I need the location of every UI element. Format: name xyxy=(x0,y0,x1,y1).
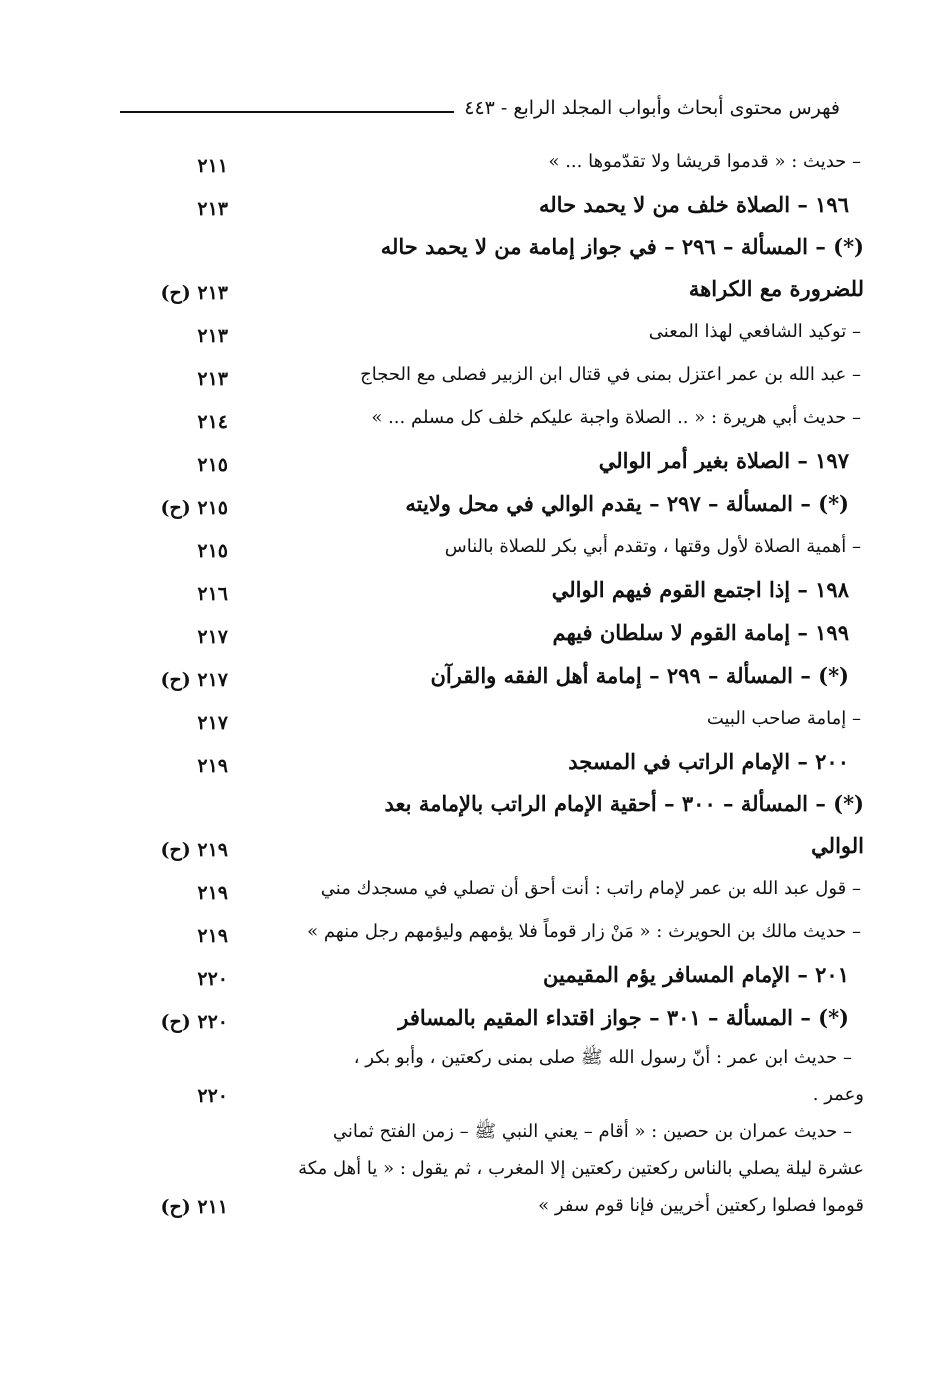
masala-entry xyxy=(0,654,949,697)
page-number: ٢١١ xyxy=(197,155,228,177)
page-number: ٢١٥ (ح) xyxy=(160,497,228,519)
masala-entry xyxy=(0,482,949,525)
entry-text: ١٩٨ – إذا اجتمع القوم فيهم الوالي xyxy=(551,577,849,602)
page-number: ٢١٧ xyxy=(197,626,228,648)
entry-text: – حديث : « قدموا قريشا ولا تقدّموها ... » xyxy=(548,151,861,172)
entry-line: (*) – المسألة – ٣٠٠ – أحقية الإمام الراتب بالإمامة بعد xyxy=(384,791,864,816)
entry-text: (*) – المسألة – ٢٩٩ – إمامة أهل الفقه والقرآن xyxy=(430,663,849,688)
entry-line: وعمر . xyxy=(812,1084,864,1105)
masala-entry xyxy=(0,226,949,310)
entry-text: ١٩٦ – الصلاة خلف من لا يحمد حاله xyxy=(539,192,849,217)
entry-line: قوموا فصلوا ركعتين أخريين فإنا قوم سفر » xyxy=(538,1195,864,1216)
page-number: ٢١٣ (ح) xyxy=(160,282,228,304)
header-title: فهرس محتوى أبحاث وأبواب المجلد الرابع - ٤٤٣ xyxy=(464,97,840,119)
page-number: ٢١٩ xyxy=(197,882,228,904)
index-entry xyxy=(0,867,949,910)
chapter-entry xyxy=(0,568,949,611)
entry-text: ٢٠٠ – الإمام الراتب في المسجد xyxy=(568,749,849,774)
page-number: ٢١٧ (ح) xyxy=(160,669,228,691)
index-entry xyxy=(0,1113,949,1224)
chapter-entry xyxy=(0,740,949,783)
entry-text xyxy=(236,1039,864,1113)
entry-text: (*) – المسألة – ٢٩٧ – يقدم الوالي في محل ولايته xyxy=(405,491,849,516)
entry-text: – حديث مالك بن الحويرث : « مَنْ زار قوماً فلا يؤمهم وليؤمهم رجل منهم » xyxy=(307,921,861,942)
page-number: ٢١٣ xyxy=(197,198,228,220)
entry-text: – أهمية الصلاة لأول وقتها ، وتقدم أبي بكر للصلاة بالناس xyxy=(444,536,861,557)
chapter-entry xyxy=(0,611,949,654)
entry-text: ٢٠١ – الإمام المسافر يؤم المقيمين xyxy=(543,962,849,987)
entry-text: – توكيد الشافعي لهذا المعنى xyxy=(648,321,861,342)
index-entry xyxy=(0,910,949,953)
page-number: ٢١٦ xyxy=(197,583,228,605)
index-entry xyxy=(0,310,949,353)
entry-line: للضرورة مع الكراهة xyxy=(688,276,864,301)
index-entry xyxy=(0,697,949,740)
entry-line: عشرة ليلة يصلي بالناس ركعتين ركعتين إلا المغرب ، ثم يقول : « يا أهل مكة xyxy=(298,1158,864,1179)
entry-text: – عبد الله بن عمر اعتزل بمنى في قتال ابن الزبير فصلى مع الحجاج xyxy=(360,364,861,385)
page-number: ٢١٩ xyxy=(197,755,228,777)
header-rule xyxy=(120,111,454,113)
page-number: ٢١٧ xyxy=(197,712,228,734)
page-number: ٢١٩ xyxy=(197,925,228,947)
entry-text xyxy=(236,1113,864,1224)
index-entry xyxy=(0,140,949,183)
masala-entry xyxy=(0,783,949,867)
entry-line: الوالي xyxy=(811,833,864,858)
chapter-entry xyxy=(0,183,949,226)
entry-text: – إمامة صاحب البيت xyxy=(706,708,861,729)
chapter-entry xyxy=(0,439,949,482)
page-number: ٢١٥ xyxy=(197,454,228,476)
entry-text: – حديث أبي هريرة : « .. الصلاة واجبة عليكم خلف كل مسلم ... » xyxy=(371,407,861,428)
page-number: ٢١١ (ح) xyxy=(160,1196,228,1218)
entry-text: – قول عبد الله بن عمر لإمام راتب : أنت أحق أن تصلي في مسجدك مني xyxy=(320,878,861,899)
index-entry xyxy=(0,353,949,396)
running-header xyxy=(120,88,840,118)
entry-line: – حديث عمران بن حصين : « أقام – يعني النبي ﷺ – زمن الفتح ثماني xyxy=(332,1121,852,1142)
entry-text xyxy=(236,783,864,867)
masala-entry xyxy=(0,996,949,1039)
page-number: ٢١٣ xyxy=(197,325,228,347)
entry-line: – حديث ابن عمر : أنّ رسول الله ﷺ صلى بمنى ركعتين ، وأبو بكر ، xyxy=(353,1047,852,1068)
page-number: ٢٢٠ xyxy=(197,968,228,990)
page-number: ٢١٥ xyxy=(197,540,228,562)
entry-text xyxy=(236,226,864,310)
page-number: ٢١٣ xyxy=(197,368,228,390)
index-entry xyxy=(0,525,949,568)
page-number: ٢٢٠ xyxy=(197,1085,228,1107)
chapter-entry xyxy=(0,953,949,996)
page-number: ٢١٩ (ح) xyxy=(160,839,228,861)
entry-line: (*) – المسألة – ٢٩٦ – في جواز إمامة من لا يحمد حاله xyxy=(380,234,864,259)
entry-text: ١٩٧ – الصلاة بغير أمر الوالي xyxy=(598,448,849,473)
index-list xyxy=(0,140,949,1224)
entry-text: (*) – المسألة – ٣٠١ – جواز اقتداء المقيم بالمسافر xyxy=(398,1005,849,1030)
page-number: ٢٢٠ (ح) xyxy=(160,1011,228,1033)
page-number: ٢١٤ xyxy=(197,411,228,433)
entry-text: ١٩٩ – إمامة القوم لا سلطان فيهم xyxy=(552,620,849,645)
index-entry xyxy=(0,1039,949,1113)
index-entry xyxy=(0,396,949,439)
